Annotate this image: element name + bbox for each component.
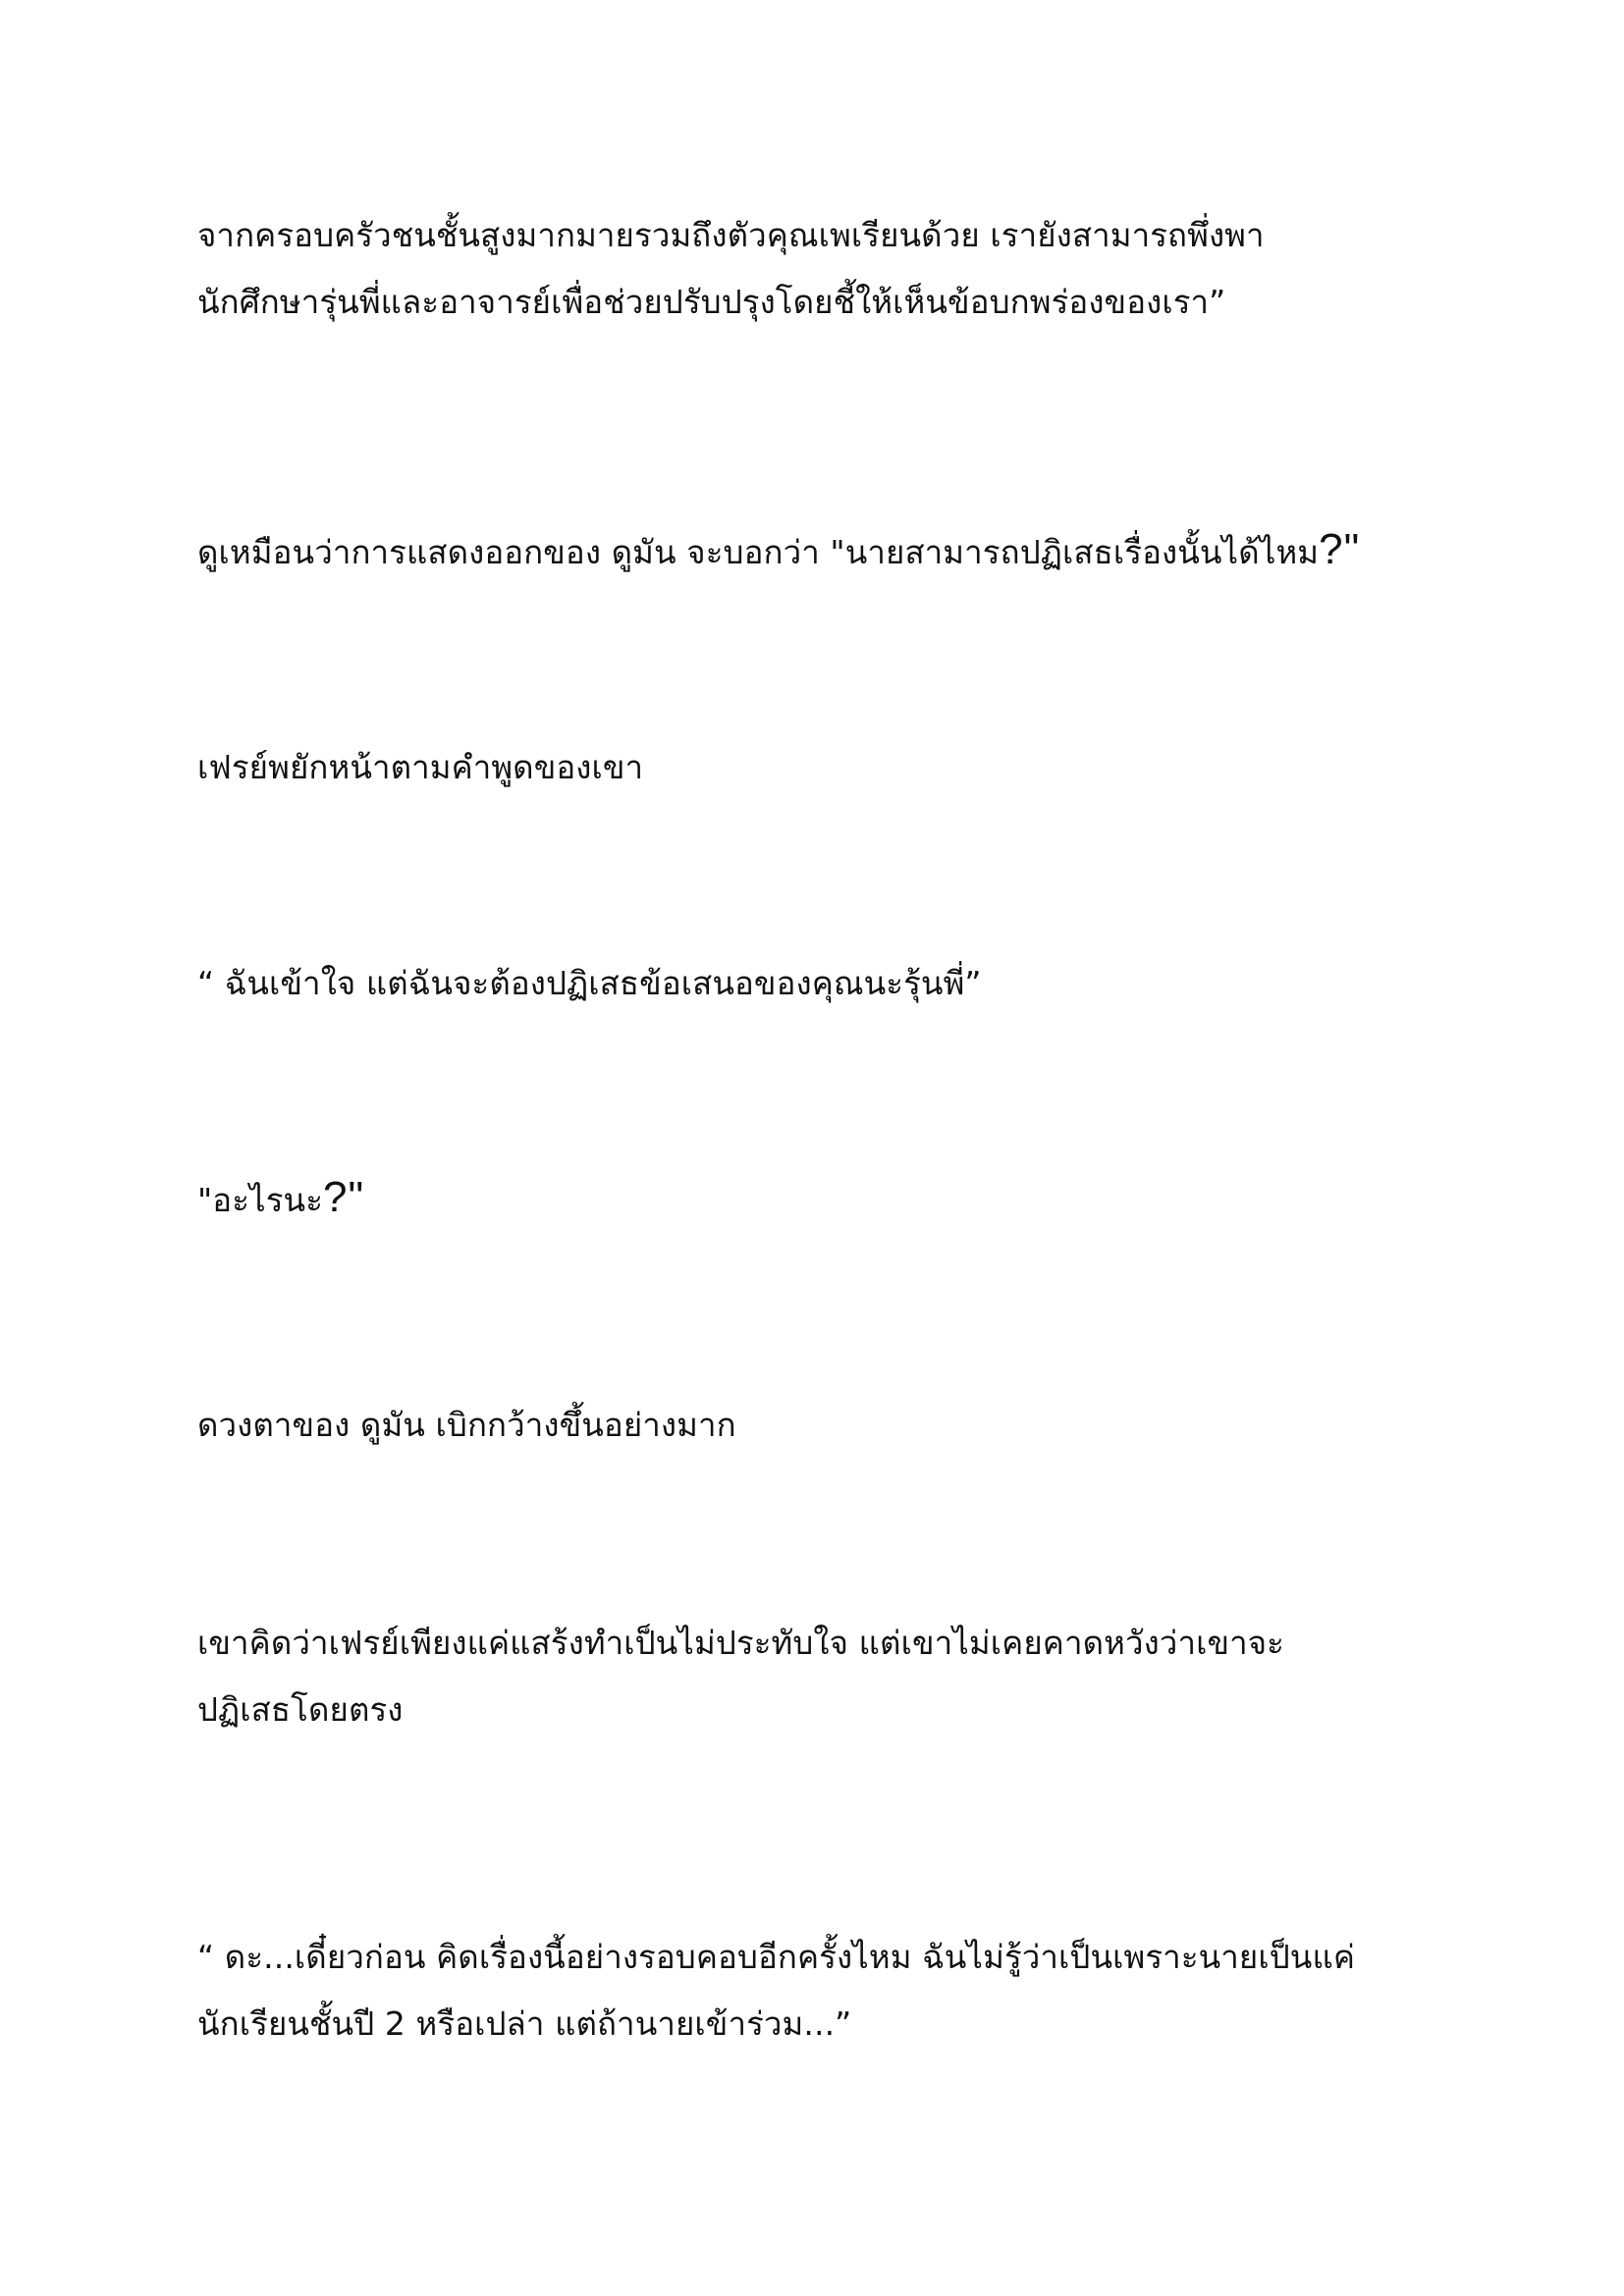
text-line: เฟรย์พยักหน้าตามคำพูดของเขา (197, 748, 644, 786)
paragraph-duman-eyes (197, 1392, 1474, 1459)
paragraph-what (197, 1164, 1474, 1234)
question-emphasis: ?" (1319, 525, 1361, 573)
question-emphasis: ?" (323, 1173, 365, 1221)
text-line: เขาคิดว่าเฟรย์เพียงแค่แสร้งทำเป็นไม่ประทับใจ แต่เขาไม่เคยคาดหวังว่าเขาจะ (197, 1624, 1284, 1662)
text-line: "อะไรนะ (197, 1181, 324, 1219)
paragraph-family-support (197, 202, 1474, 336)
paragraph-frey-nods (197, 734, 1474, 801)
text-line: “ ฉันเข้าใจ แต่ฉันจะต้องปฏิเสธข้อเสนอของคุณนะรุ้นพี่” (197, 964, 982, 1002)
text-line: “ ดะ...เดี๋ยวก่อน คิดเรื่องนี้อย่างรอบคอบอีกครั้งไหม ฉันไม่รู้ว่าเป็นเพราะนายเป็นแค่ (197, 1938, 1355, 1976)
text-line: ปฏิเสธโดยตรง (197, 1690, 404, 1729)
text-line: ดูเหมือนว่าการแสดงออกของ ดูมัน จะบอกว่า "นายสามารถปฏิเสธเรื่องนั้นได้ไหม (197, 533, 1320, 571)
paragraph-duman-expression (197, 516, 1474, 586)
paragraph-duman-plea (197, 1924, 1474, 2057)
text-line: นักเรียนชั้นปี 2 หรือเปล่า แต่ถ้านายเข้าร่วม...” (197, 2004, 852, 2043)
paragraph-duman-thoughts (197, 1610, 1474, 1743)
text-line: นักศึกษารุ่นพี่และอาจารย์เพื่อช่วยปรับปรุงโดยชี้ให้เห็นข้อบกพร่องของเรา” (197, 283, 1226, 321)
text-line: จากครอบครัวชนชั้นสูงมากมายรวมถึงตัวคุณเพเรียนด้วย เรายังสามารถพึ่งพา (197, 216, 1265, 254)
text-line: ดวงตาของ ดูมัน เบิกกว้างขึ้นอย่างมาก (197, 1406, 736, 1444)
paragraph-frey-refusal (197, 950, 1474, 1017)
